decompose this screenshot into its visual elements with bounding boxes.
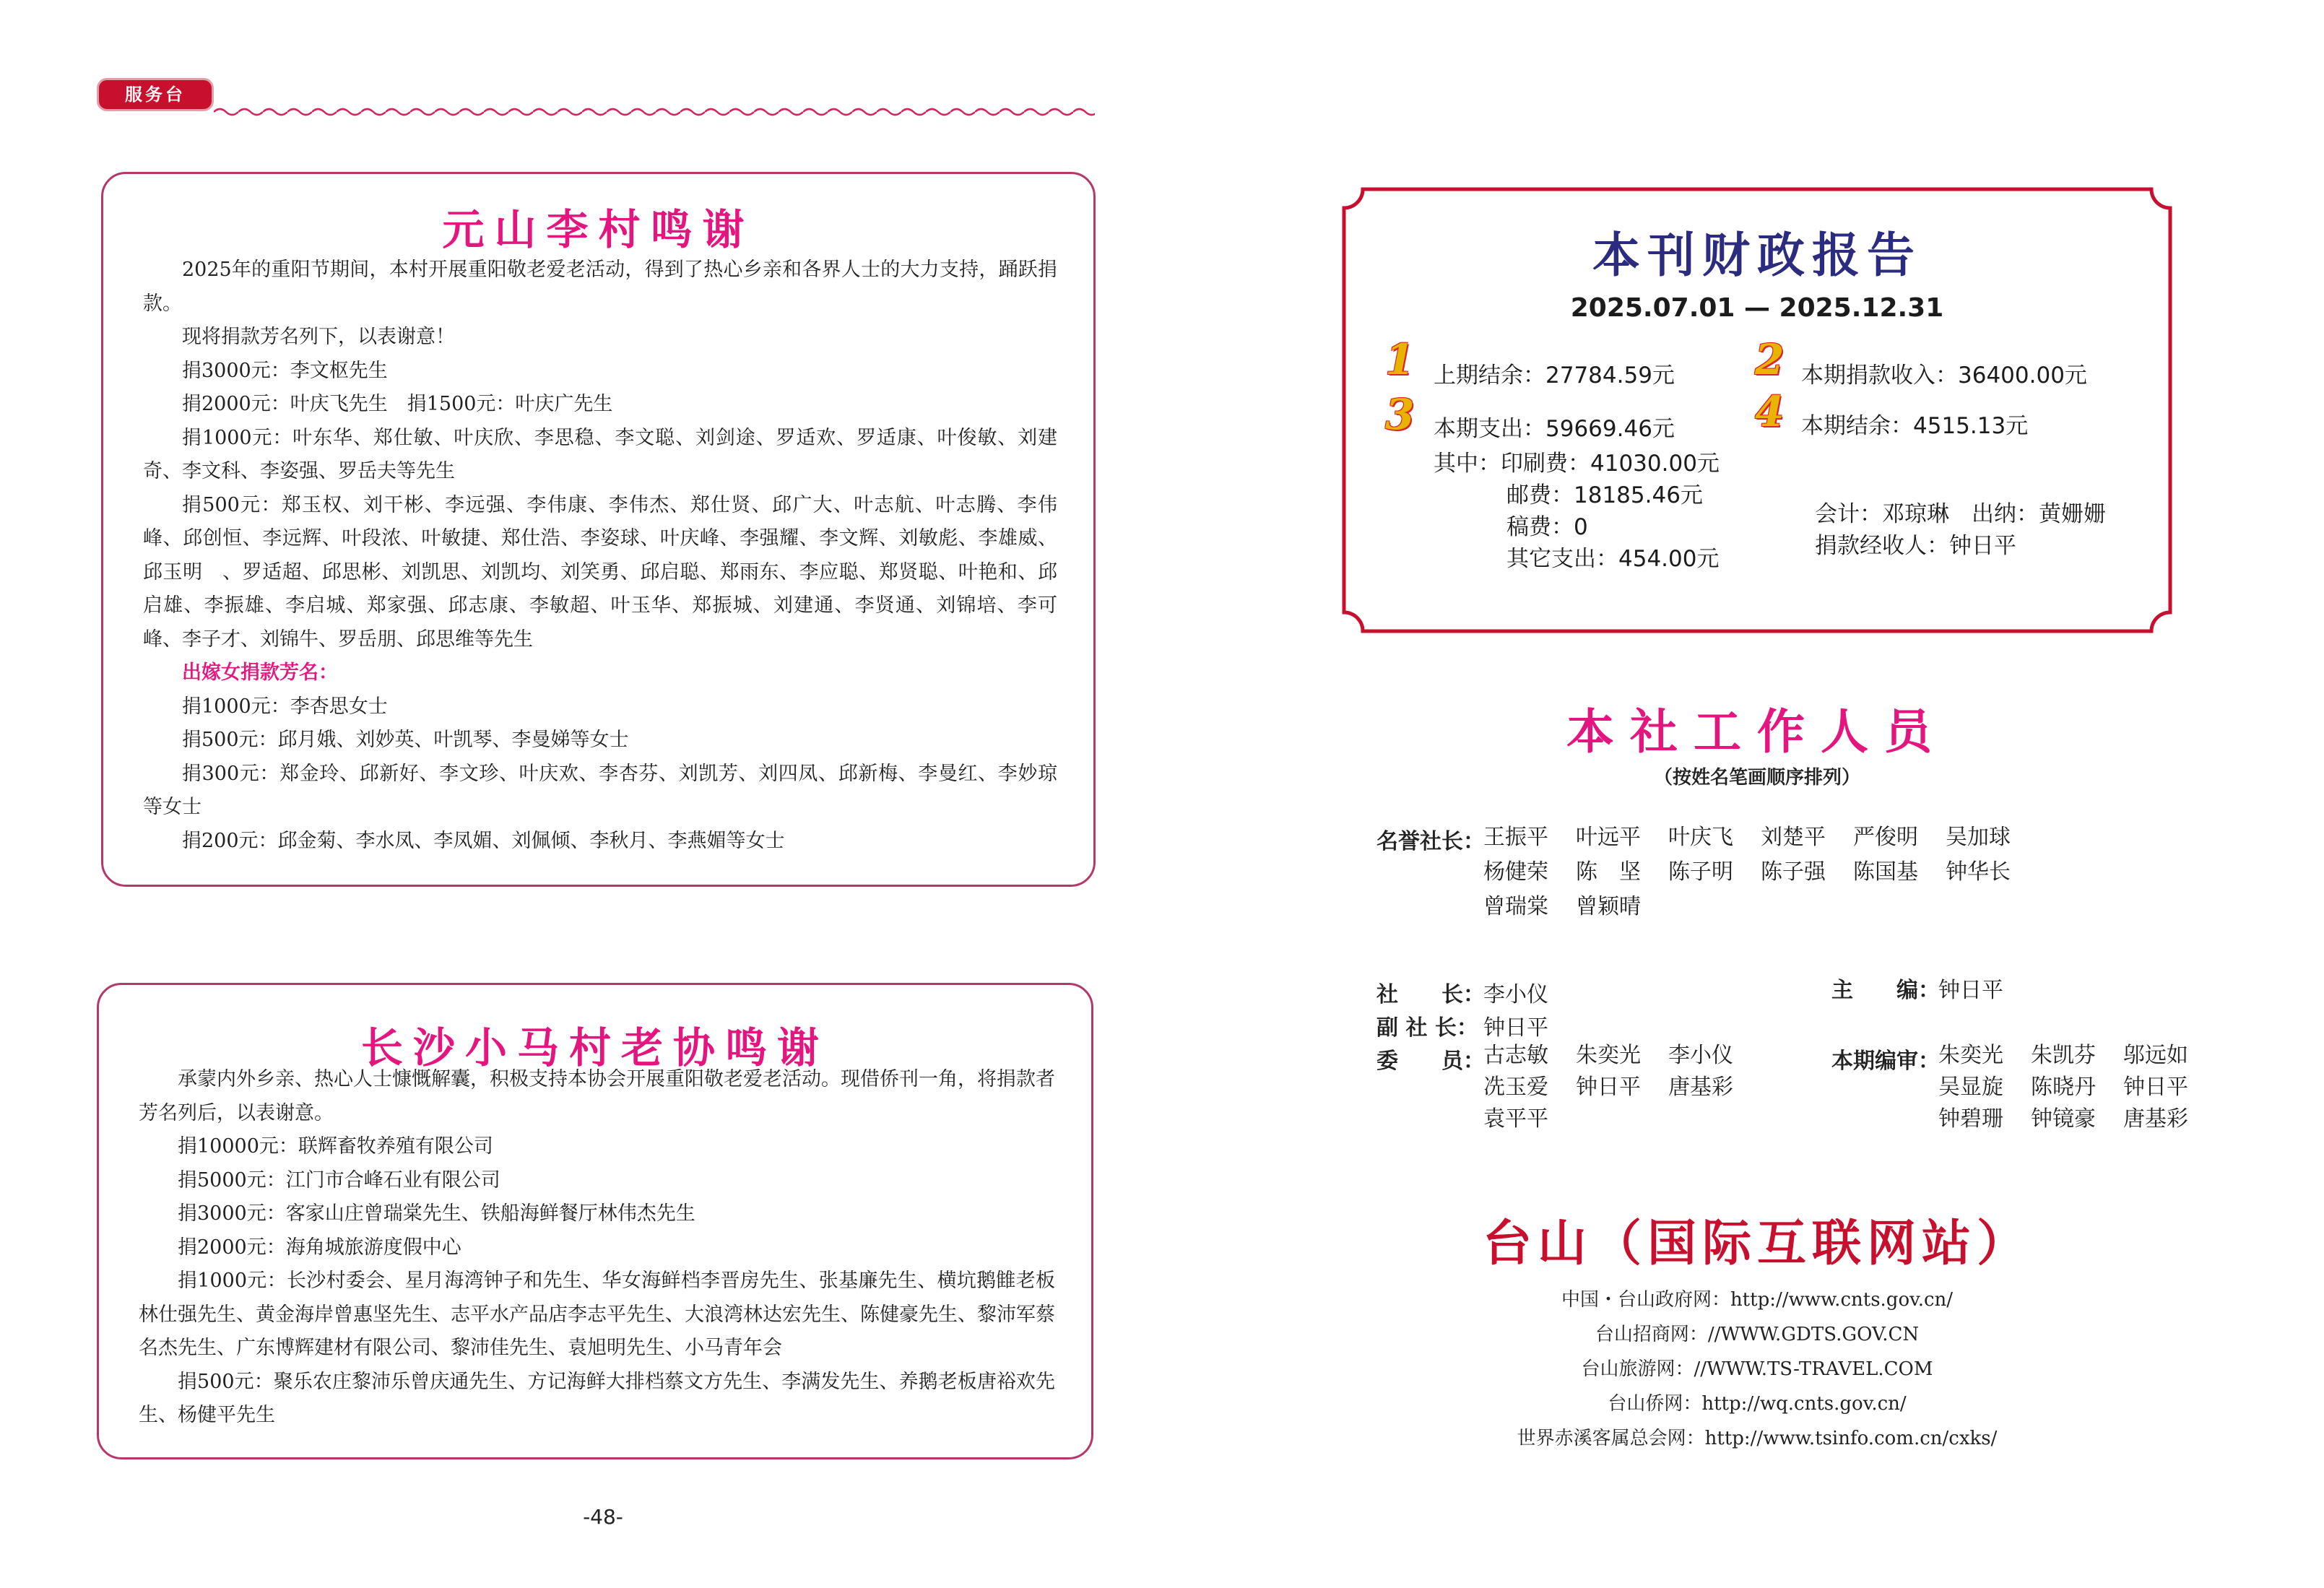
finance-item-3-text: 本期支出：59669.46元: [1434, 416, 1675, 442]
honorary-name: 陈子强: [1761, 859, 1826, 885]
finance-donation-handler: 捐款经收人：钟日平: [1815, 533, 2016, 559]
finance-printing-fee: 其中：印刷费：41030.00元: [1434, 451, 1720, 477]
vice-president-name: 钟日平: [1483, 1015, 1548, 1041]
honorary-name: 王振平: [1483, 825, 1548, 850]
section-tab: 服务台: [97, 78, 214, 111]
honorary-name: 曾瑞棠: [1483, 894, 1548, 919]
changsha-thanks-title: 长沙小马村老协鸣谢: [360, 1023, 829, 1072]
committee-name: 唐基彩: [1668, 1075, 1733, 1100]
honorary-president-names: [1483, 820, 2038, 924]
changsha-thanks-body: [139, 1063, 1055, 1433]
yuanshan-thanks-box: [101, 172, 1096, 887]
website-link-chixi-hakka[interactable]: 世界赤溪客属总会网：http://www.tsinfo.com.cn/cxks/: [1517, 1428, 1998, 1449]
issue-editors-row-1: [1938, 1040, 2216, 1072]
honorary-name: 陈子明: [1668, 859, 1733, 885]
honorary-president-label: 名誉社长：: [1376, 829, 1485, 854]
changsha-1000: 捐1000元：长沙村委会、星月海湾钟子和先生、华女海鲜档李晋房先生、张基廉先生、横坑鹅雔老板林仕强先生、黄金海岸曾惠坚先生、志平水产品店李志平先生、大浪湾林达宏先生、陈健豪先生、黎沛军蔡名杰先生、广东博辉建材有限公司、黎沛佳先生、袁旭明先生、小马青年会: [139, 1270, 1055, 1359]
issue-editors-names: [1938, 1040, 2216, 1135]
chief-editor-name: 钟日平: [1938, 978, 2003, 1003]
changsha-3000: 捐3000元：客家山庄曾瑞棠先生、铁船海鲜餐厅林伟杰先生: [178, 1202, 695, 1225]
finance-item-4-number: 4: [1755, 387, 1785, 436]
website-link-investment[interactable]: 台山招商网：//WWW.GDTS.GOV.CN: [1595, 1324, 1920, 1345]
issue-editors-label: 本期编审：: [1831, 1049, 1940, 1074]
honorary-row-3: [1483, 890, 2038, 924]
committee-name: 钟日平: [1576, 1075, 1641, 1100]
changsha-intro: 承蒙内外乡亲、热心人士慷慨解囊，积极支持本协会开展重阳敬老爱老活动。现借侨刊一角，将捐款者芳名列后，以表谢意。: [139, 1068, 1055, 1124]
committee-row-1: [1483, 1040, 1761, 1072]
changsha-2000: 捐2000元：海角城旅游度假中心: [178, 1236, 461, 1259]
married-daughters-heading: 出嫁女捐款芳名：: [182, 661, 338, 684]
married-200: 捐200元：邱金菊、李水凤、李凤媚、刘佩倾、李秋月、李燕媚等女士: [182, 829, 785, 852]
website-link-gov[interactable]: 中国・台山政府网：http://www.cnts.gov.cn/: [1561, 1289, 1954, 1311]
honorary-name: 吴加球: [1946, 825, 2011, 850]
chief-editor-label: 主 编：: [1831, 978, 1940, 1003]
committee-row-3: [1483, 1103, 1761, 1135]
honorary-name: 陈 坚: [1576, 859, 1641, 885]
committee-row-2: [1483, 1072, 1761, 1103]
honorary-name: 钟华长: [1946, 859, 2011, 885]
changsha-500: 捐500元：聚乐农庄黎沛乐曾庆通先生、方记海鲜大排档蔡文方先生、李满发先生、养鹅老板唐裕欢先生、杨健平先生: [139, 1370, 1055, 1426]
yuanshan-thanks-body: [143, 253, 1057, 858]
staff-subtitle: （按姓名笔画顺序排列）: [1653, 767, 1860, 789]
finance-accountant-cashier: 会计：邓琼琳 出纳：黄姗姗: [1815, 501, 2106, 527]
yuanshan-1000: 捐1000元：叶东华、郑仕敏、叶庆欣、李思稳、李文聪、刘剑途、罗适欢、罗适康、叶俊敏、刘建奇、李文科、李姿强、罗岳夫等先生: [143, 426, 1057, 482]
issue-editor-name: 朱奕光: [1938, 1043, 2003, 1068]
yuanshan-2000: 捐2000元：叶庆飞先生 捐1500元：叶庆广先生: [182, 393, 613, 415]
page-number: -48-: [583, 1505, 623, 1529]
committee-name: 古志敏: [1483, 1043, 1548, 1068]
committee-name: 袁平平: [1483, 1106, 1548, 1132]
changsha-5000: 捐5000元：江门市合峰石业有限公司: [178, 1168, 500, 1192]
finance-other-expense: 其它支出：454.00元: [1506, 546, 1720, 572]
finance-item-3-number: 3: [1385, 390, 1415, 439]
honorary-name: 陈国基: [1853, 859, 1918, 885]
issue-editor-name: 邬远如: [2123, 1043, 2188, 1068]
finance-date-range: 2025.07.01 — 2025.12.31: [1570, 293, 1944, 323]
issue-editors-row-2: [1938, 1072, 2216, 1103]
finance-title: 本刊财政报告: [1592, 227, 1922, 283]
header-ornament: [214, 105, 1095, 117]
honorary-name: 杨健荣: [1483, 859, 1548, 885]
yuanshan-thanks-title: 元山李村鸣谢: [442, 205, 755, 254]
president-label: 社 长：: [1376, 982, 1485, 1007]
finance-item-2-text: 本期捐款收入：36400.00元: [1801, 363, 2087, 389]
website-link-travel[interactable]: 台山旅游网：//WWW.TS-TRAVEL.COM: [1581, 1358, 1933, 1380]
honorary-name: 严俊明: [1853, 825, 1918, 850]
honorary-name: 叶庆飞: [1668, 825, 1733, 850]
honorary-name: 曾颖晴: [1576, 894, 1641, 919]
website-link-overseas[interactable]: 台山侨网：http://wq.cnts.gov.cn/: [1608, 1393, 1907, 1415]
honorary-row-1: [1483, 820, 2038, 855]
yuanshan-intro: 2025年的重阳节期间，本村开展重阳敬老爱老活动，得到了热心乡亲和各界人士的大力支持，踊跃捐款。: [143, 259, 1057, 315]
yuanshan-500: 捐500元：郑玉权、刘干彬、李远强、李伟康、李伟杰、郑仕贤、邱广大、叶志航、叶志腾、李伟峰、邱创恒、李远辉、叶段浓、叶敏捷、郑仕浩、李姿球、叶庆峰、李强耀、李文辉、刘敏彪、李雄威、邱玉明 、罗适超、邱思彬、刘凯思、刘凯均、刘笑勇、邱启聪、郑雨东、李应聪、郑贤聪、叶艳和、邱启雄、李振雄、李启城、郑家强、邱志康、李敏超、叶玉华、郑振城、刘建通、李贤通、刘锦培、李可峰、李子才、刘锦牛、罗岳朋、邱思维等先生: [143, 493, 1057, 651]
issue-editor-name: 钟碧珊: [1938, 1106, 2003, 1132]
honorary-row-2: [1483, 855, 2038, 890]
finance-postage: 邮费：18185.46元: [1506, 482, 1703, 508]
changsha-10000: 捐10000元：联辉畜牧养殖有限公司: [178, 1135, 493, 1158]
issue-editor-name: 吴显旋: [1938, 1075, 2003, 1100]
finance-manuscript-fee: 稿费：0: [1506, 514, 1588, 540]
married-300: 捐300元：郑金玲、邱新好、李文珍、叶庆欢、李杏芬、刘凯芳、刘四凤、邱新梅、李曼红、李妙琼等女士: [143, 762, 1057, 818]
vice-president-label: 副 社 长：: [1376, 1015, 1478, 1041]
websites-list: [1341, 1283, 2173, 1456]
issue-editor-name: 陈晓丹: [2031, 1075, 2096, 1100]
married-500: 捐500元：邱月娥、刘妙英、叶凯琴、李曼娣等女士: [182, 729, 629, 751]
yuanshan-3000: 捐3000元：李文枢先生: [182, 359, 388, 382]
committee-names: [1483, 1040, 1761, 1135]
honorary-name: 叶远平: [1576, 825, 1641, 850]
issue-editors-row-3: [1938, 1103, 2216, 1135]
staff-title: 本社工作人员: [1566, 704, 1948, 760]
committee-label: 委 员：: [1376, 1049, 1485, 1074]
president-name: 李小仪: [1483, 982, 1548, 1007]
issue-editor-name: 钟镜豪: [2031, 1106, 2096, 1132]
websites-title: 台山（国际互联网站）: [1482, 1215, 2032, 1272]
yuanshan-lead: 现将捐款芳名列下，以表谢意！: [182, 326, 455, 348]
finance-item-1-number: 1: [1385, 335, 1415, 384]
finance-item-1-text: 上期结余：27784.59元: [1434, 363, 1675, 389]
committee-name: 朱奕光: [1576, 1043, 1641, 1068]
committee-name: 李小仪: [1668, 1043, 1733, 1068]
issue-editor-name: 朱凯芬: [2031, 1043, 2096, 1068]
issue-editor-name: 唐基彩: [2123, 1106, 2188, 1132]
finance-item-4-text: 本期结余：4515.13元: [1801, 413, 2029, 439]
changsha-thanks-box: [97, 983, 1093, 1459]
committee-name: 冼玉爱: [1483, 1075, 1548, 1100]
honorary-name: 刘楚平: [1761, 825, 1826, 850]
married-1000: 捐1000元：李杏思女士: [182, 695, 388, 718]
finance-item-2-number: 2: [1755, 335, 1785, 384]
issue-editor-name: 钟日平: [2123, 1075, 2188, 1100]
